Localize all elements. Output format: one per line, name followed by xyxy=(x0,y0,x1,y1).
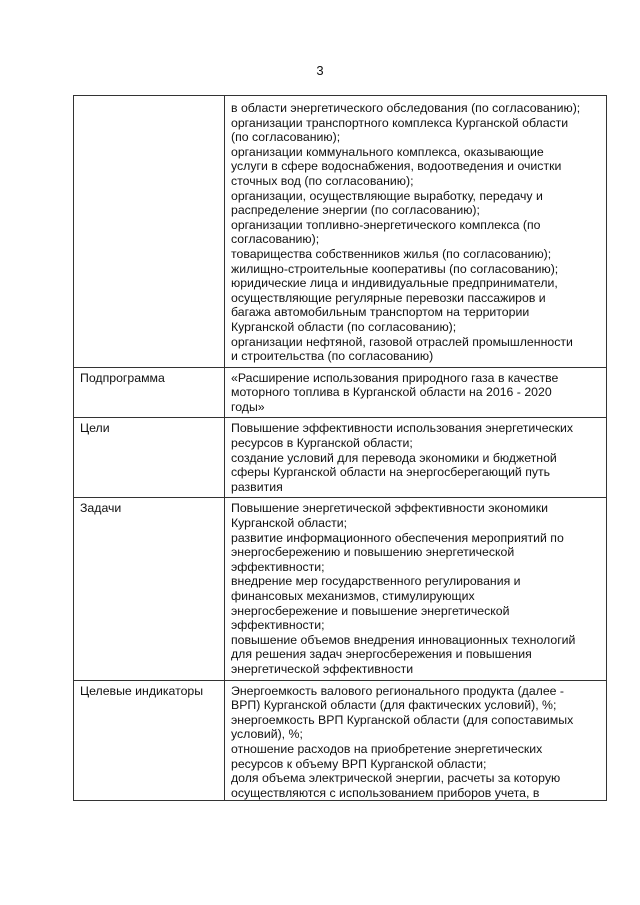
table-row xyxy=(74,418,607,498)
content-line: сферы Курганской области на энергосберегающий путь xyxy=(231,465,551,480)
content-line: организации коммунального комплекса, оказывающие xyxy=(231,144,544,159)
content-line: Повышение эффективности использования энергетических xyxy=(231,421,574,436)
content-line: багажа автомобильным транспортом на территории xyxy=(231,305,530,320)
content-line: Курганской области; xyxy=(231,516,348,531)
content-line: энергосбережение и повышение энергетической xyxy=(231,603,510,618)
content-line: в области энергетического обследования (по согласованию); xyxy=(231,101,581,115)
row-label: Задачи xyxy=(80,501,122,516)
row-label: Цели xyxy=(80,421,110,436)
content-line: повышение объемов внедрения инновационных технологий xyxy=(231,632,576,647)
content-line: энергетической эффективности xyxy=(231,661,414,676)
content-line: эффективности; xyxy=(231,559,325,574)
content-line: «Расширение использования природного газа в качестве xyxy=(231,370,559,385)
content-line: внедрение мер государственного регулирования и xyxy=(231,574,521,589)
content-line: ресурсов к объему ВРП Курганской области; xyxy=(231,756,487,771)
content-line: финансовых механизмов, стимулирующих xyxy=(231,589,475,603)
content-line: эффективности; xyxy=(231,618,325,633)
table-row xyxy=(74,367,607,418)
content-line: сточных вод (по согласованию); xyxy=(231,173,414,188)
row-label: Целевые индикаторы xyxy=(80,683,204,698)
content-line: доля объема электрической энергии, расчеты за которую xyxy=(231,771,561,786)
row-label-cell xyxy=(74,367,225,418)
content-line: услуги в сфере водоснабжения, водоотведения и очистки xyxy=(231,159,562,174)
content-line: осуществляющие регулярные перевозки пассажиров и xyxy=(231,290,546,305)
table-row xyxy=(74,680,607,801)
row-content-cell xyxy=(225,680,607,801)
row-content-cell xyxy=(225,96,607,368)
row-label-cell xyxy=(74,498,225,680)
row-label: Подпрограмма xyxy=(80,370,165,385)
content-line: юридические лица и индивидуальные предприниматели, xyxy=(231,276,558,291)
content-line: отношение расходов на приобретение энергетических xyxy=(231,741,543,756)
row-content-cell xyxy=(225,498,607,680)
content-line: условий), %; xyxy=(231,727,303,742)
content-line: создание условий для перевода экономики и бюджетной xyxy=(231,450,557,465)
content-line: энергосбережению и повышению энергетической xyxy=(231,545,515,560)
content-line: развитие информационного обеспечения мероприятий по xyxy=(231,530,564,545)
row-label-cell xyxy=(74,680,225,801)
content-line: Курганской области (по согласованию); xyxy=(231,319,457,334)
row-label-cell xyxy=(74,418,225,498)
content-line: распределение энергии (по согласованию); xyxy=(231,203,480,218)
content-line: Повышение энергетической эффективности экономики xyxy=(231,501,549,516)
passport-table-body xyxy=(74,96,607,801)
content-line: организации нефтяной, газовой отраслей промышленности xyxy=(231,334,573,349)
content-line: организации, осуществляющие выработку, передачу и xyxy=(231,188,543,203)
content-line: моторного топлива в Курганской области на 2016 - 2020 xyxy=(231,385,552,400)
content-line: ресурсов в Курганской области; xyxy=(231,436,413,451)
table-row xyxy=(74,498,607,680)
content-line: ВРП) Курганской области (для фактических условий), %; xyxy=(231,698,557,713)
content-line: Энергоемкость валового регионального продукта (далее - xyxy=(231,683,565,698)
content-line: энергоемкость ВРП Курганской области (для сопоставимых xyxy=(231,712,574,727)
content-line: согласованию); xyxy=(231,232,320,247)
page-number: 3 xyxy=(316,63,324,78)
content-line: для решения задач энергосбережения и повышения xyxy=(231,647,532,662)
content-line: развития xyxy=(231,479,283,494)
content-line: товарищества собственников жилья (по согласованию); xyxy=(231,246,552,261)
content-line: организации транспортного комплекса Курганской области xyxy=(231,115,569,130)
content-line: жилищно-строительные кооперативы (по согласованию); xyxy=(231,261,559,276)
content-line: осуществляются с использованием приборов учета, в xyxy=(231,785,540,800)
row-content-cell xyxy=(225,367,607,418)
content-line: (по согласованию); xyxy=(231,130,341,145)
passport-table xyxy=(73,95,607,801)
row-label-cell xyxy=(74,96,225,368)
content-line: и строительства (по согласованию) xyxy=(231,349,434,364)
content-line: организации топливно-энергетического комплекса (по xyxy=(231,217,541,232)
content-line: годы» xyxy=(231,399,265,414)
row-content-cell xyxy=(225,418,607,498)
table-row xyxy=(74,96,607,368)
